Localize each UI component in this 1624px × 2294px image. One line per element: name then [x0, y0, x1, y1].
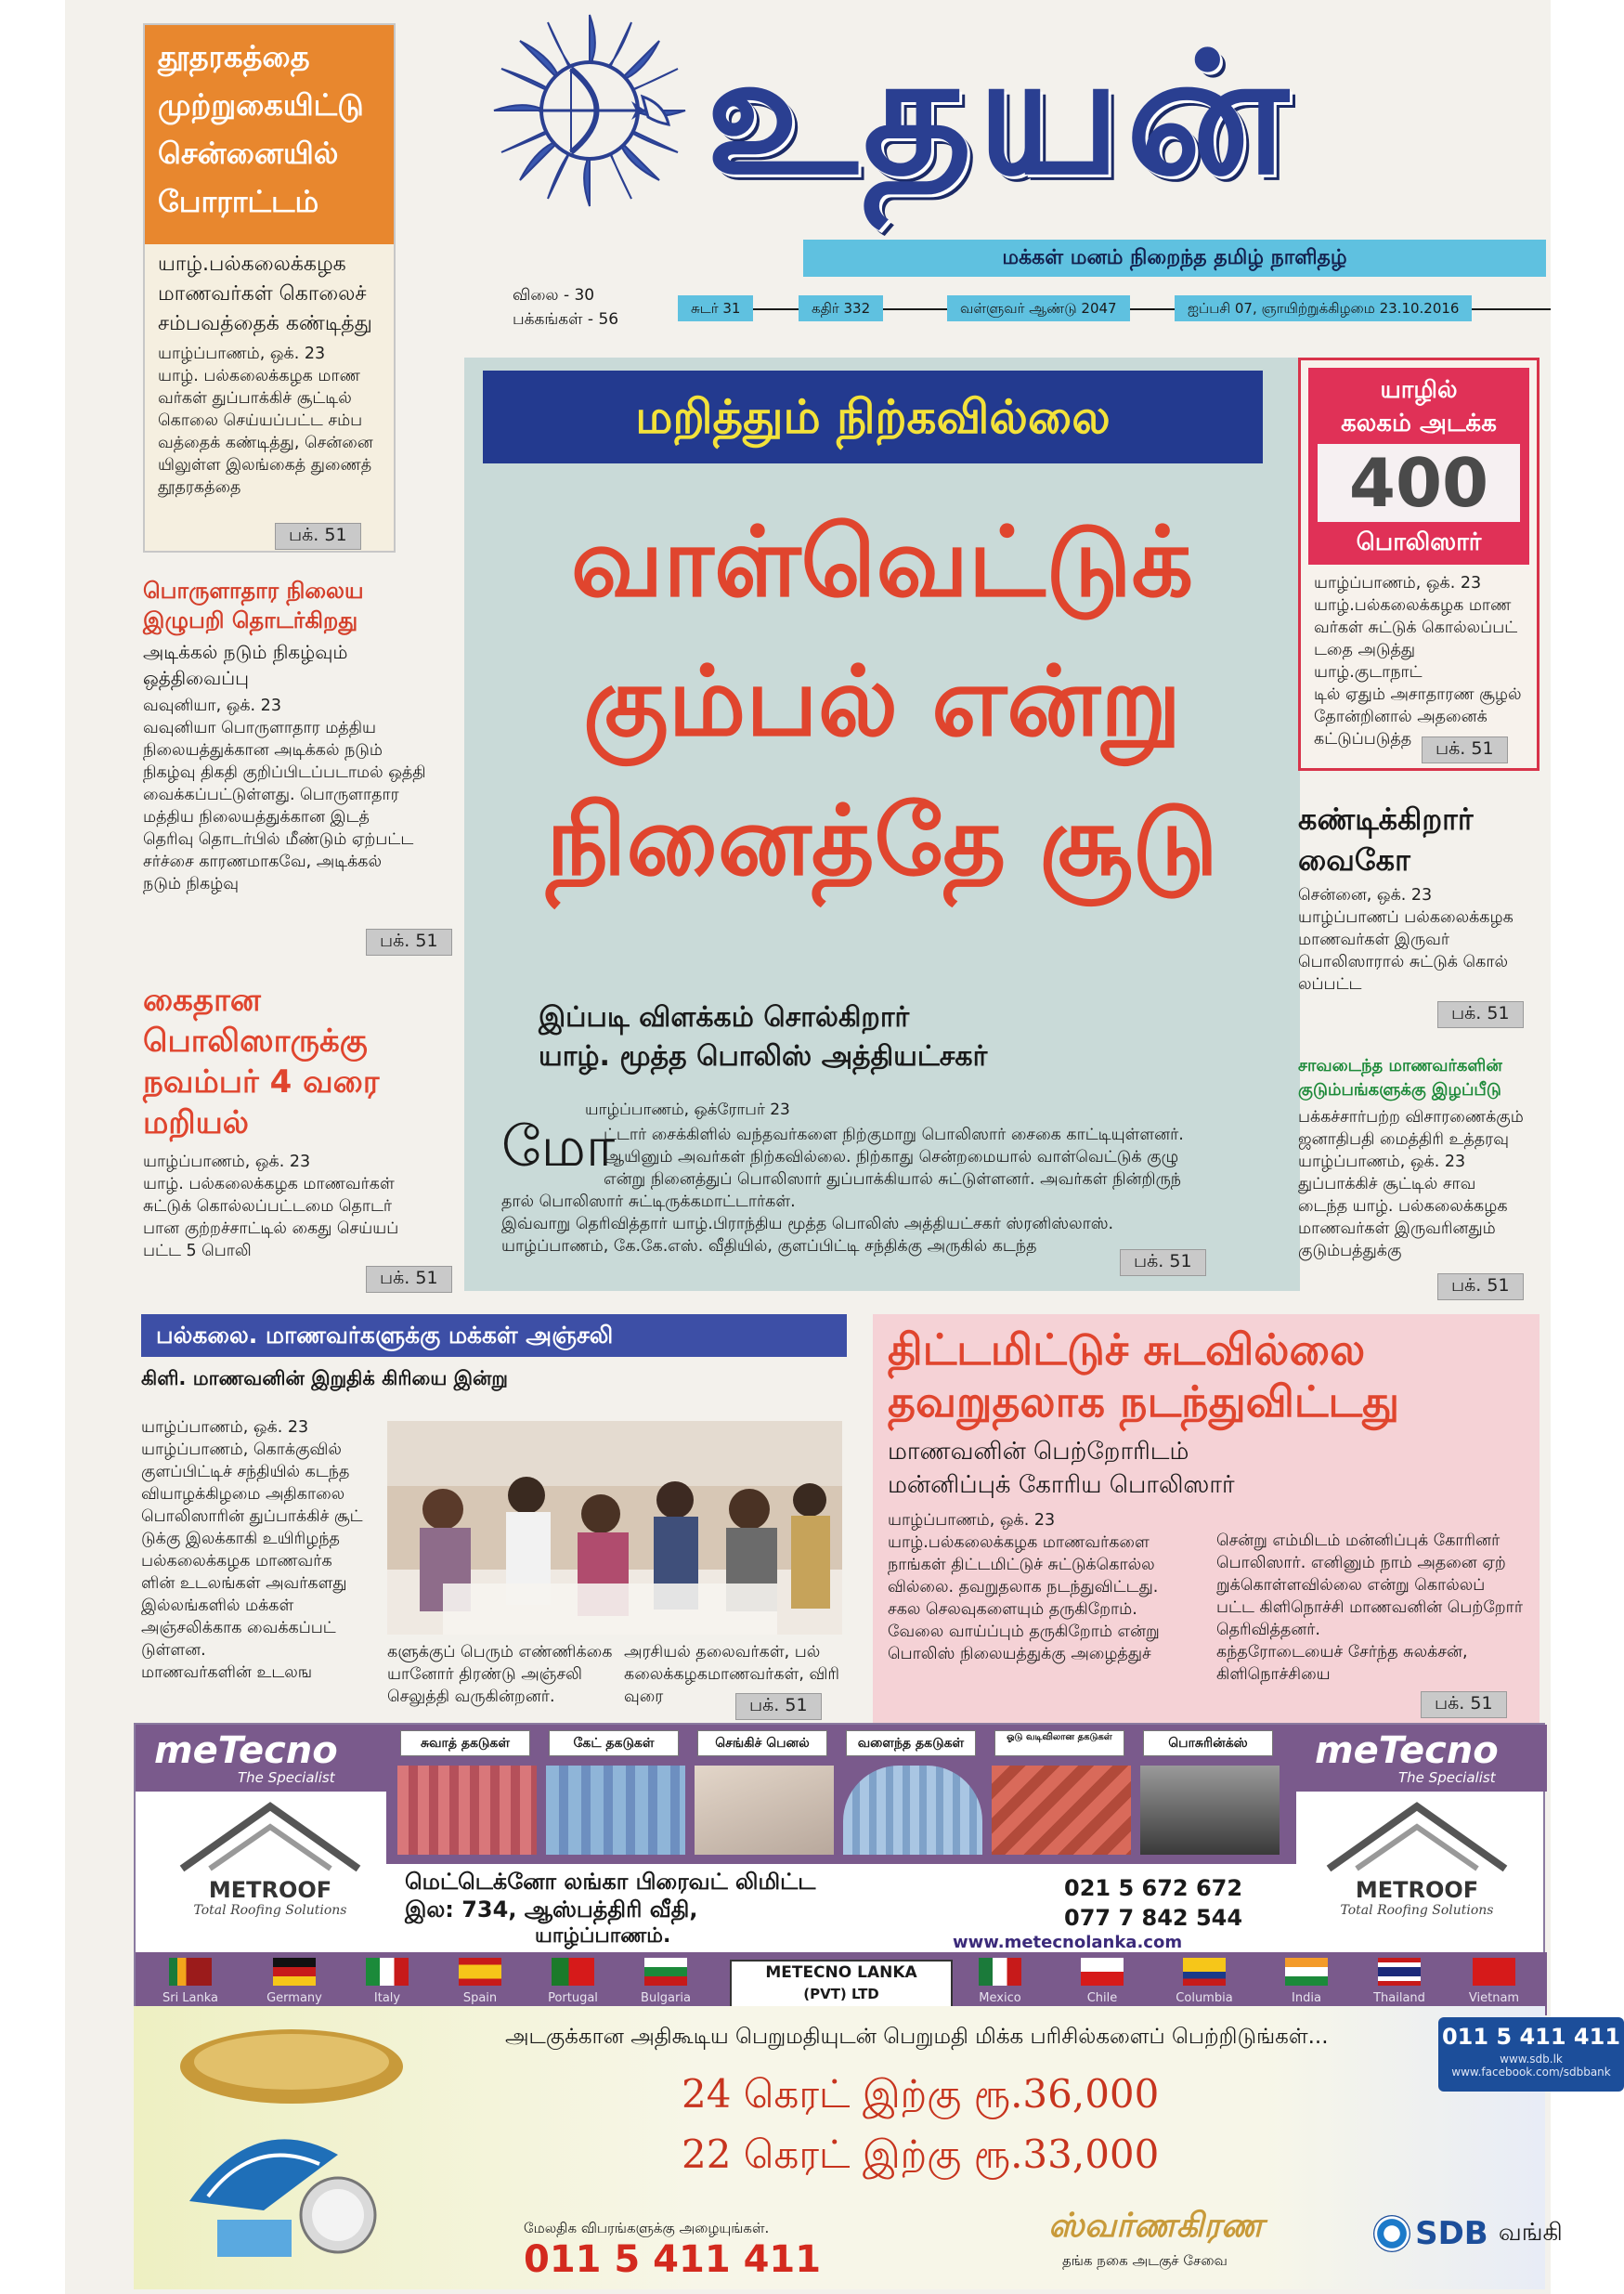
right-box-2-line-2: யாழ்ப்பாணப் பல்கலைக்கழக — [1298, 908, 1514, 927]
product-tile-6 — [1140, 1766, 1280, 1855]
product-label-5: ஓடு வடிவிலான தகடுகள் — [994, 1730, 1124, 1756]
lead-kicker: மறித்தும் நிற்கவில்லை — [635, 390, 1111, 444]
apology-col1-line-4: வில்லை. தவறுதலாக நடந்துவிட்டது. — [888, 1578, 1159, 1597]
tagline-text: மக்கள் மனம் நிறைந்த தமிழ் நாளிதழ் — [1002, 246, 1347, 269]
tribute-line-9: இல்லங்களில் மக்கள் — [141, 1597, 294, 1615]
tribute-page-ref: பக். 51 — [735, 1693, 822, 1720]
left-box-2-line-8: சர்ச்சை காரணமாகவே, அடிக்கல் — [143, 853, 382, 871]
right-box-1-title-2: கலகம் அடக்க — [1341, 410, 1497, 437]
right-box-3-line-3: யாழ்ப்பாணம், ஒக். 23 — [1298, 1153, 1466, 1171]
apology-col1-line-3: நாங்கள் திட்டமிட்டுச் சுட்டுக்கொல்ல — [888, 1556, 1155, 1574]
left-box-2-line-2: வவுனியா பொருளாதார மத்திய — [143, 719, 377, 737]
right-box-1-line-3: வர்கள் சுட்டுக் கொல்லப்பட் — [1314, 619, 1518, 637]
lead-headline-2: கும்பல் என்று — [582, 645, 1182, 758]
newspaper-page — [65, 0, 1621, 2294]
left-box-1-line-6: யிலுள்ள இலங்கைத் துணைத் — [158, 456, 372, 475]
right-box-1-line-1: யாழ்ப்பாணம், ஒக். 23 — [1314, 574, 1482, 593]
country-label-5: Portugal — [548, 1991, 598, 2005]
left-box-2-line-9: நடும் நிகழ்வு — [143, 875, 240, 893]
metecno-website[interactable]: www.metecnolanka.com — [953, 1933, 1183, 1952]
right-box-1-line-5: டில் ஏதும் அசாதாரண சூழல் — [1314, 685, 1522, 704]
country-label-3: Italy — [373, 1991, 401, 2005]
right-box-2-page-ref: பக். 51 — [1437, 1001, 1524, 1028]
sdb-web-1[interactable]: www.sdb.lk — [1500, 2053, 1563, 2066]
lead-sub-1: இப்படி விளக்கம் சொல்கிறார் — [539, 1001, 910, 1034]
apology-headline-1: திட்டமிட்டுச் சுடவில்லை — [888, 1324, 1366, 1375]
right-box-2-title-2: வைகோ — [1298, 842, 1410, 878]
flag-bulgaria — [644, 1958, 687, 1986]
lead-kicker-banner — [483, 371, 1263, 463]
product-tile-1 — [397, 1766, 537, 1855]
pages-label: பக்கங்கள் - 56 — [513, 310, 619, 329]
left-box-3-line-1: யாழ்ப்பாணம், ஒக். 23 — [143, 1153, 311, 1171]
tribute-caption1-line-2: யானோர் திரண்டு அஞ்சலி — [387, 1665, 582, 1684]
left-box-1-sub-3: சம்பவத்தைக் கண்டித்து — [158, 312, 372, 335]
right-box-3-title-1: சாவடைந்த மாணவர்களின் — [1298, 1056, 1502, 1075]
right-box-2-line-5: லப்பட்ட — [1298, 975, 1362, 994]
apology-col1-line-2: யாழ்.பல்கலைக்கழக மாணவர்களை — [888, 1533, 1150, 1552]
right-box-1-title-1: யாழில் — [1380, 376, 1458, 404]
right-box-3-line-7: குடும்பத்துக்கு — [1298, 1242, 1402, 1260]
sdb-bank-suffix: வங்கி — [1498, 2218, 1563, 2247]
tribute-story — [141, 1314, 921, 1727]
left-box-2-sub-2: ஒத்திவைப்பு — [143, 667, 250, 689]
right-box-3-line-1: பக்கச்சார்பற்ற விசாரணைக்கும் — [1298, 1108, 1524, 1127]
flag-portugal — [552, 1958, 594, 1986]
tribute-line-7: பல்கலைக்கழக மாணவர்க — [141, 1552, 332, 1571]
right-box-1-number: 400 — [1348, 444, 1489, 522]
lead-line-2: ஆயினும் அவர்கள் நிற்கவில்லை. நிற்காது சென்றமையால் வாள்வெட்டுக் குழு — [604, 1148, 1179, 1167]
right-box-1-line-2: யாழ்.பல்கலைக்கழக மாண — [1314, 596, 1512, 615]
sdb-web-2[interactable]: www.facebook.com/sdbbank — [1451, 2066, 1611, 2079]
right-box-3-title-2: குடும்பங்களுக்கு இழப்பீடு — [1298, 1080, 1501, 1100]
price-label: விலை - 30 — [513, 286, 595, 305]
tribute-line-11: டுள்ளன. — [141, 1641, 206, 1660]
apology-col2-line-6: கந்தரோடையைச் சேர்ந்த சுலக்சன், — [1216, 1643, 1468, 1662]
left-box-2-title-1: பொருளாதார நிலைய — [143, 578, 364, 604]
country-label-9: Columbia — [1176, 1991, 1233, 2005]
metroof-logo-left — [173, 1799, 368, 1920]
metecno-brand-right: meTecno — [1315, 1729, 1499, 1772]
right-box-1 — [1298, 358, 1540, 771]
lead-line-4: தால் பொலிஸார் சுட்டிருக்கமாட்டார்கள். — [501, 1193, 796, 1211]
sdb-swirl-icon — [1373, 2215, 1410, 2252]
right-box-2-title-1: கண்டிக்கிறார் — [1298, 802, 1474, 837]
left-box-3 — [143, 980, 477, 1296]
lead-line-1: ட்டார் சைக்கிளில் வந்தவர்களை நிற்குமாறு பொலிஸார் சைகை காட்டியுள்ளனர். — [604, 1126, 1184, 1144]
flag-columbia — [1183, 1958, 1226, 1986]
left-box-3-line-3: சுட்டுக் கொல்லப்பட்டமை தொடர் — [143, 1197, 393, 1216]
product-label-1: சுவாத் தகடுகள் — [400, 1730, 530, 1756]
left-box-1-line-7: தூதரகத்தை — [158, 478, 241, 497]
tribute-banner-text: பல்கலை. மாணவர்களுக்கு மக்கள் அஞ்சலி — [156, 1322, 614, 1349]
metecno-brand-left: meTecno — [154, 1729, 338, 1772]
sdb-phone-box-number[interactable]: 011 5 411 411 — [1441, 2024, 1621, 2050]
metecno-address-2: யாழ்ப்பாணம். — [535, 1924, 671, 1948]
lead-headline-1: வாள்வெட்டுக் — [570, 505, 1194, 619]
product-tile-2 — [546, 1766, 685, 1855]
left-box-2-line-6: மத்திய நிலையத்துக்கான இடத் — [143, 808, 370, 827]
tagline-bar — [803, 240, 1546, 277]
apology-headline-2: தவறுதலாக நடந்துவிட்டது — [888, 1376, 1400, 1427]
left-box-2-line-1: வவுனியா, ஒக். 23 — [143, 697, 281, 715]
right-box-1-line-6: தோன்றினால் அதனைக் — [1314, 708, 1488, 726]
right-box-2-line-4: பொலிஸாரால் சுட்டுக் கொல் — [1298, 953, 1509, 971]
apology-col2-line-1: சென்று எம்மிடம் மன்னிப்புக் கோரினர் — [1216, 1532, 1501, 1550]
metecno-lanka-badge — [730, 1960, 953, 2008]
apology-col2-line-3: றுக்கொள்ளவில்லை என்று கொல்லப் — [1216, 1576, 1486, 1595]
lead-sub-2: யாழ். மூத்த பொலிஸ் அத்தியட்சகர் — [539, 1040, 988, 1073]
left-box-1-title-4: போராட்டம் — [158, 184, 319, 219]
left-box-1-title-1: தூதரகத்தை — [158, 39, 310, 74]
tribute-photo — [387, 1421, 842, 1635]
left-box-2-sub-1: அடிக்கல் நடும் நிகழ்வும் — [143, 641, 348, 663]
flag-germany — [273, 1958, 316, 1986]
right-box-2-line-3: மாணவர்கள் இருவர் — [1298, 931, 1450, 949]
metecno-ad — [134, 1723, 1545, 2015]
left-box-1-sub-1: யாழ்.பல்கலைக்கழக — [158, 253, 346, 276]
left-box-1-line-5: வத்தைக் கண்டித்து, சென்னை — [158, 434, 373, 452]
apology-col1-line-6: வேலை வாய்ப்பும் தருகிறோம் என்று — [888, 1623, 1160, 1641]
tribute-line-4: வியாழக்கிழமை அதிகாலை — [141, 1485, 345, 1504]
metroof-left-tag: Total Roofing Solutions — [193, 1903, 347, 1918]
apology-col1-line-5: சகல செலவுகளையும் தருகிறோம். — [888, 1600, 1137, 1619]
flag-india — [1285, 1958, 1328, 1986]
swarna-logo: ஸ்வர்ணகிரண — [1048, 2206, 1264, 2245]
product-tile-3 — [695, 1766, 834, 1855]
right-box-3-page-ref: பக். 51 — [1437, 1273, 1524, 1300]
left-box-1-title-2: முற்றுகையிட்டு — [158, 87, 364, 123]
tribute-caption1-line-1: களுக்குப் பெரும் எண்ணிக்கை — [387, 1643, 613, 1662]
right-box-1-number-wrap — [1318, 444, 1520, 522]
product-tile-4 — [843, 1766, 982, 1855]
apology-sub-2: மன்னிப்புக் கோரிய பொலிஸார் — [888, 1471, 1235, 1499]
left-box-2-line-5: வைக்கப்பட்டுள்ளது. பொருளாதார — [143, 786, 399, 804]
apology-col1-line-1: யாழ்ப்பாணம், ஒக். 23 — [888, 1511, 1056, 1530]
sdb-ad — [134, 2006, 1621, 2289]
tribute-caption1-line-3: செலுத்தி வருகின்றனர். — [387, 1688, 555, 1706]
right-box-3-line-5: டைந்த யாழ். பல்கலைக்கழக — [1298, 1197, 1508, 1216]
product-label-6: பொசுரின்க்ஸ் — [1143, 1730, 1273, 1756]
country-label-6: Bulgaria — [641, 1991, 691, 2005]
tribute-line-5: பொலிஸாரின் துப்பாக்கிச் சூட் — [141, 1507, 363, 1526]
product-label-2: கேட் தகடுகள் — [549, 1730, 679, 1756]
right-box-1-line-7: கட்டுப்படுத்த — [1314, 730, 1412, 749]
product-label-4: வளைந்த தகடுகள் — [846, 1730, 976, 1756]
metroof-right-text: METROOF — [1355, 1877, 1479, 1903]
left-box-1-line-4: கொலை செய்யப்பட்ட சம்ப — [158, 411, 363, 430]
left-box-1-title-3: சென்னையில் — [158, 136, 339, 171]
flag-sri-lanka — [169, 1958, 212, 1986]
left-box-3-page-ref: பக். 51 — [366, 1266, 452, 1293]
left-box-3-title-1: கைதான — [143, 982, 261, 1019]
lead-dateline: யாழ்ப்பாணம், ஒக்ரோபர் 23 — [585, 1101, 790, 1119]
flag-thailand — [1378, 1958, 1421, 1986]
right-box-3 — [1298, 1054, 1549, 1296]
tribute-sub: கிளி. மாணவனின் இறுதிக் கிரியை இன்று — [141, 1367, 508, 1389]
issue-info-bar — [678, 295, 1551, 323]
masthead-title: உதயன் — [706, 18, 1294, 212]
metecno-logo-right — [1296, 1725, 1547, 1792]
metecno-address-1: இல: 734, ஆஸ்பத்திரி வீதி, — [405, 1896, 698, 1923]
left-box-3-title-4: மறியல் — [143, 1104, 249, 1141]
tribute-caption2-line-3: வுரை — [624, 1688, 664, 1706]
tribute-caption2-line-2: கலைக்கழகமாணவர்கள், விரி — [624, 1665, 839, 1684]
flag-italy — [366, 1958, 409, 1986]
apology-col2-line-4: பட்ட கிளிநொச்சி மாணவனின் பெற்றோர் — [1216, 1598, 1523, 1617]
product-label-3: செங்கிச் பெனல் — [697, 1730, 827, 1756]
product-tile-5 — [992, 1766, 1131, 1855]
tribute-line-12: மாணவர்களின் உடலங — [141, 1663, 313, 1682]
right-box-1-page-ref: பக். 51 — [1422, 736, 1508, 763]
issue-info-2: கதிர் 332 — [799, 295, 883, 321]
right-box-3-line-2: ஜனாதிபதி மைத்திரி உத்தரவு — [1298, 1130, 1509, 1149]
country-label-1: Sri Lanka — [162, 1991, 219, 2005]
country-label-2: Germany — [266, 1991, 322, 2005]
left-box-1-line-1: யாழ்ப்பாணம், ஒக். 23 — [158, 345, 326, 363]
left-box-3-line-4: பான குற்றச்சாட்டில் கைது செய்யப் — [143, 1219, 399, 1238]
country-label-11: Thailand — [1373, 1991, 1425, 2005]
flag-spain — [459, 1958, 501, 1986]
sdb-headline: அடகுக்கான அதிகூடிய பெறுமதியுடன் பெறுமதி மிக்க பரிசில்களைப் பெற்றிடுங்கள்... — [505, 2025, 1329, 2049]
sdb-phone-box — [1438, 2017, 1624, 2092]
tribute-line-1: யாழ்ப்பாணம், ஒக். 23 — [141, 1418, 309, 1437]
sdb-contact-label: மேலதிக விபரங்களுக்கு அழையுங்கள். — [524, 2220, 770, 2236]
lead-story — [464, 358, 1300, 1291]
sdb-bank-name: SDB — [1415, 2215, 1488, 2252]
right-box-3-line-4: துப்பாக்கிச் சூட்டில் சாவ — [1298, 1175, 1476, 1193]
flag-chile — [1081, 1958, 1124, 1986]
tribute-banner — [141, 1314, 847, 1357]
right-box-1-label: பொலிஸார் — [1356, 528, 1482, 556]
product-strip — [386, 1725, 1296, 1864]
swarna-sub: தங்க நகை அடகுச் சேவை — [1062, 2252, 1228, 2269]
left-box-2 — [143, 576, 477, 957]
tribute-line-10: அஞ்சலிக்காக வைக்கப்பட் — [141, 1619, 336, 1637]
country-label-7: Mexico — [979, 1991, 1021, 2005]
left-box-1-line-2: யாழ். பல்கலைக்கழக மாண — [158, 367, 360, 385]
metecno-phone-1: 021 5 672 672 — [1064, 1875, 1243, 1901]
sdb-bank-logo — [1373, 2215, 1596, 2261]
country-label-12: Vietnam — [1468, 1991, 1520, 2005]
sdb-contact-phone[interactable]: 011 5 411 411 — [524, 2238, 822, 2281]
tribute-line-2: யாழ்ப்பாணம், கொக்குவில் — [141, 1440, 342, 1459]
flag-mexico — [979, 1958, 1021, 1986]
metecno-tag-right: The Specialist — [1398, 1769, 1496, 1786]
right-box-1-header — [1308, 368, 1529, 565]
left-box-1-sub-2: மாணவர்கள் கொலைச் — [158, 282, 367, 306]
country-label-10: India — [1292, 1991, 1321, 2005]
badge-line-2: (PVT) LTD — [803, 1986, 879, 2002]
left-box-1-line-3: வர்கள் துப்பாக்கிச் சூட்டில் — [158, 389, 352, 408]
apology-sub-1: மாணவனின் பெற்றோரிடம் — [888, 1438, 1189, 1466]
lead-page-ref: பக். 51 — [1120, 1249, 1206, 1276]
apology-col1-line-7: பொலிஸ் நிலையத்துக்கு அழைத்துச் — [888, 1645, 1151, 1663]
right-box-1-line-4: டதை அடுத்து யாழ்.குடாநாட் — [1314, 641, 1423, 682]
right-box-3-line-6: மாணவர்கள் இருவரினதும் — [1298, 1219, 1496, 1238]
gold-umbrella-graphic — [152, 2015, 431, 2275]
sun-bow-logo — [483, 4, 696, 217]
tribute-line-3: குளப்பிட்டிச் சந்தியில் கடந்த — [141, 1463, 350, 1481]
apology-story — [873, 1314, 1540, 1723]
apology-col2-line-5: தெரிவித்தனர். — [1216, 1621, 1320, 1639]
left-box-2-line-3: நிலையத்துக்கான அடிக்கல் நடும் — [143, 741, 383, 760]
sdb-rate-24: 24 கெரட் இற்கு ரூ.36,000 — [682, 2071, 1160, 2117]
metroof-left-text: METROOF — [208, 1877, 332, 1903]
left-box-2-page-ref: பக். 51 — [366, 929, 452, 956]
left-box-3-line-2: யாழ். பல்கலைக்கழக மாணவர்கள் — [143, 1175, 395, 1193]
left-box-2-title-2: இழுபறி தொடர்கிறது — [143, 607, 358, 633]
left-box-1-page-ref: பக். 51 — [275, 523, 361, 550]
issue-info-1: சுடர் 31 — [678, 295, 753, 321]
left-box-3-title-3: நவம்பர் 4 வரை — [143, 1063, 380, 1101]
lead-headline-3: நினைத்தே சூடு — [546, 784, 1218, 897]
apology-col2-line-7: கிளிநொச்சியை — [1216, 1665, 1331, 1684]
issue-info-3: வள்ளுவர் ஆண்டு 2047 — [947, 295, 1130, 321]
right-box-2-line-1: சென்னை, ஒக். 23 — [1298, 886, 1433, 905]
left-box-2-line-7: தெரிவு தொடர்பில் மீண்டும் ஏற்பட்ட — [143, 830, 414, 849]
lead-line-3: என்று நினைத்துப் பொலிஸார் துப்பாக்கியால் சுட்டுள்ளனர். அவர்கள் நின்றிருந் — [604, 1170, 1182, 1189]
apology-page-ref: பக். 51 — [1421, 1691, 1507, 1718]
tribute-caption2-line-1: அரசியல் தலைவர்கள், பல் — [624, 1643, 821, 1662]
metecno-phone-2: 077 7 842 544 — [1064, 1905, 1243, 1931]
left-box-3-title-2: பொலிஸாருக்கு — [143, 1023, 368, 1060]
apology-col2-line-2: பொலிஸார். எனினும் நாம் அதனை ஏற் — [1216, 1554, 1506, 1572]
lead-line-5: இவ்வாறு தெரிவித்தார் யாழ்.பிராந்திய மூத்த பொலிஸ் அத்தியட்சகர் ஸ்ரனிஸ்லாஸ். — [501, 1215, 1114, 1233]
lead-dropcap: மோ — [501, 1114, 616, 1180]
left-box-2-line-4: நிகழ்வு திகதி குறிப்பிடப்படாமல் ஒத்தி — [143, 763, 426, 782]
badge-line-1: METECNO LANKA — [765, 1963, 917, 1982]
left-box-1-header — [145, 25, 394, 244]
metecno-logo-left — [136, 1725, 386, 1792]
flag-vietnam — [1473, 1958, 1515, 1986]
right-box-2 — [1298, 799, 1549, 1031]
country-label-8: Chile — [1086, 1991, 1118, 2005]
metecno-tag-left: The Specialist — [238, 1769, 335, 1786]
tribute-line-8: ளின் உடலங்கள் அவர்களது — [141, 1574, 347, 1593]
metroof-right-tag: Total Roofing Solutions — [1340, 1903, 1494, 1918]
left-box-3-line-5: பட்ட 5 பொலி — [143, 1242, 252, 1260]
metecno-company: மெட்டெக்னோ லங்கா பிரைவட் லிமிட்ட — [405, 1869, 816, 1895]
country-label-4: Spain — [462, 1991, 498, 2005]
metroof-logo-right — [1319, 1799, 1514, 1920]
left-box-1 — [143, 23, 396, 553]
sdb-rate-22: 22 கெரட் இற்கு ரூ.33,000 — [682, 2131, 1160, 2177]
lead-line-6: யாழ்ப்பாணம், கே.கே.எஸ். வீதியில், குளப்பிட்டி சந்திக்கு அருகில் கடந்த — [501, 1237, 1037, 1256]
issue-info-4: ஐப்பசி 07, ஞாயிற்றுக்கிழமை 23.10.2016 — [1175, 295, 1472, 321]
tribute-line-6: டுக்கு இலக்காகி உயிரிழந்த — [141, 1530, 340, 1548]
